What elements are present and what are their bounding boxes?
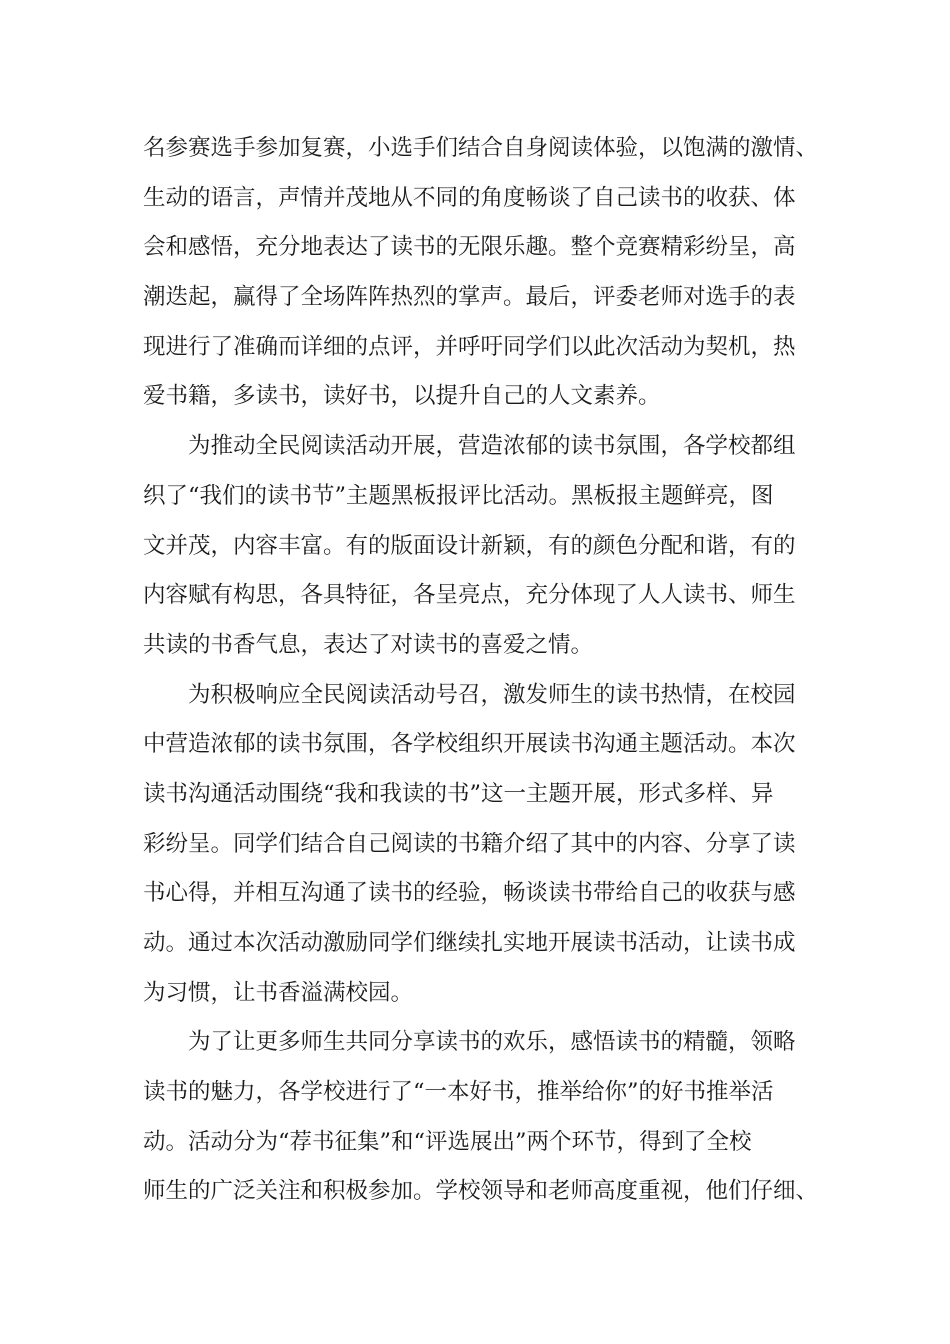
text-line: 动。通过本次活动激励同学们继续扎实地开展读书活动，让读书成 (143, 930, 796, 956)
text-line: 文并茂，内容丰富。有的版面设计新颖，有的颜色分配和谐，有的 (143, 532, 796, 559)
paragraph-first-line: 为了让更多师生共同分享读书的欢乐，感悟读书的精髓，领略 (188, 1029, 796, 1056)
text-line: 中营造浓郁的读书氛围，各学校组织开展读书沟通主题活动。本次 (143, 731, 796, 758)
text-line: 书心得，并相互沟通了读书的经验，畅谈读书带给自己的收获与感 (143, 880, 796, 907)
text-line: 潮迭起，赢得了全场阵阵热烈的掌声。最后，评委老师对选手的表 (143, 284, 796, 311)
text-line: 现进行了准确而详细的点评，并呼吁同学们以此次活动为契机，热 (143, 333, 796, 360)
text-line: 会和感悟，充分地表达了读书的无限乐趣。整个竞赛精彩纷呈，高 (143, 234, 796, 261)
text-line: 为习惯，让书香溢满校园。 (143, 979, 414, 1006)
paragraph-first-line: 为积极响应全民阅读活动号召，激发师生的读书热情，在校园 (188, 681, 796, 708)
document-body (143, 124, 833, 1217)
text-line: 师生的广泛关注和积极参加。学校领导和老师高度重视，他们仔细、 (143, 1178, 819, 1205)
text-line: 爱书籍，多读书，读好书，以提升自己的人文素养。 (143, 383, 661, 410)
paragraph-first-line: 为推动全民阅读活动开展，营造浓郁的读书氛围，各学校都组 (188, 433, 796, 460)
text-line: 内容赋有构思，各具特征，各呈亮点，充分体现了人人读书、师生 (143, 582, 796, 609)
text-line: 共读的书香气息，表达了对读书的喜爱之情。 (143, 631, 594, 658)
text-line: 织了“我们的读书节”主题黑板报评比活动。黑板报主题鲜亮，图 (143, 482, 774, 509)
text-line: 读书的魅力，各学校进行了“一本好书，推举给你”的好书推举活 (143, 1079, 774, 1106)
text-line: 动。活动分为“荐书征集”和“评选展出”两个环节，得到了全校 (143, 1128, 752, 1155)
text-line: 生动的语言，声情并茂地从不同的角度畅谈了自己读书的收获、体 (143, 184, 796, 211)
text-line: 读书沟通活动围绕“我和我读的书”这一主题开展，形式多样、异 (143, 780, 774, 807)
text-line: 名参赛选手参加复赛，小选手们结合自身阅读体验，以饱满的激情、 (143, 135, 819, 161)
text-line: 彩纷呈。同学们结合自己阅读的书籍介绍了其中的内容、分享了读 (143, 830, 796, 857)
